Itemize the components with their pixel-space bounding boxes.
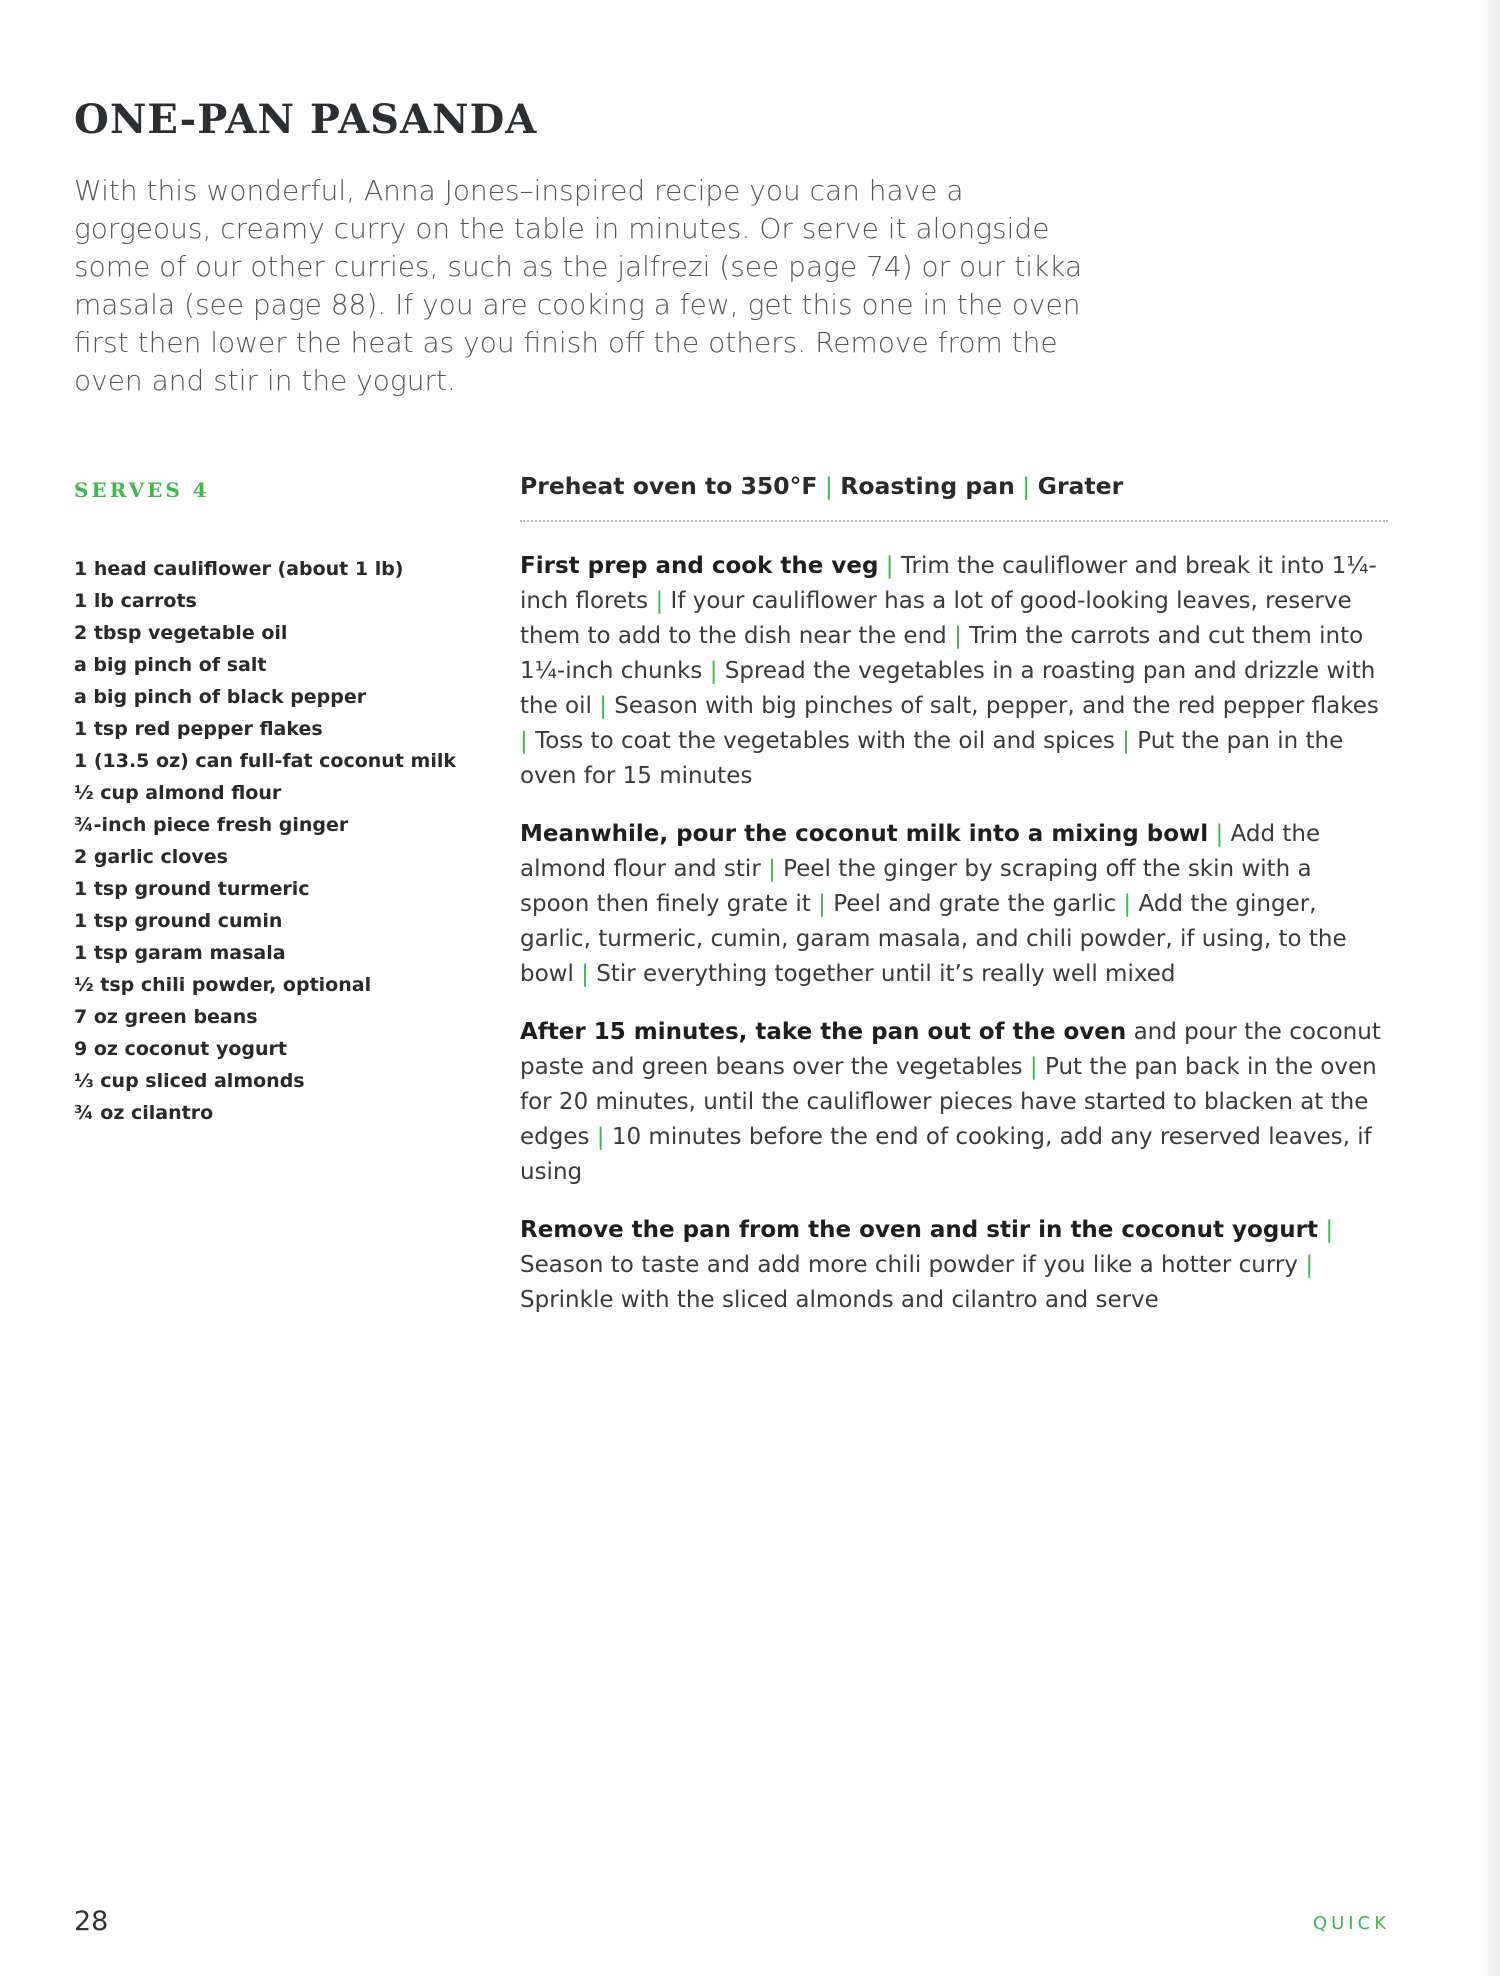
method-step: [520, 1015, 1388, 1190]
step-text: Trim the carrots and cut them into 1¼-inch chunks: [520, 623, 1364, 684]
dotted-divider: [520, 520, 1388, 522]
ingredient-item: 1 tsp ground turmeric: [74, 878, 310, 900]
separator-bar: |: [573, 961, 597, 987]
ingredient-item: 2 garlic cloves: [74, 846, 228, 868]
ingredient-item: 7 oz green beans: [74, 1006, 258, 1028]
ingredient-item: 1 (13.5 oz) can full-fat coconut milk: [74, 750, 456, 772]
separator-bar: |: [589, 1124, 612, 1150]
separator-bar: |: [520, 728, 536, 754]
step-text: and pour the coconut paste and green beans over the vegetables: [520, 1019, 1381, 1080]
separator-bar: |: [591, 693, 615, 719]
ingredient-item: a big pinch of black pepper: [74, 686, 367, 708]
step-text: Trim the cauliflower and break it into 1¼-inch florets: [520, 553, 1377, 614]
section-label: QUICK: [1312, 1913, 1390, 1934]
ingredient-item: ¾-inch piece fresh ginger: [74, 814, 349, 836]
method-step: [520, 817, 1388, 992]
page-number: 28: [74, 1906, 109, 1937]
separator-bar: |: [946, 623, 970, 649]
ingredient-item: ⅓ cup sliced almonds: [74, 1070, 305, 1092]
separator-bar: |: [1114, 728, 1138, 754]
separator-bar: |: [1014, 472, 1038, 500]
ingredient-item: 1 tsp ground cumin: [74, 910, 283, 932]
step-text: Spread the vegetables in a roasting pan and drizzle with the oil: [520, 658, 1376, 719]
separator-bar: |: [817, 472, 841, 500]
step-text: Stir everything together until it’s really well mixed: [596, 961, 1176, 987]
separator-bar: |: [1022, 1054, 1045, 1080]
equipment-item: Preheat oven to 350°F: [520, 472, 818, 500]
step-lead: First prep and cook the veg: [520, 553, 879, 579]
step-text: Add the almond flour and stir: [520, 821, 1321, 882]
step-lead: Remove the pan from the oven and stir in the coconut yogurt: [520, 1217, 1319, 1243]
separator-bar: |: [648, 588, 671, 614]
ingredient-item: ½ cup almond flour: [74, 782, 282, 804]
equipment-item: Roasting pan: [840, 472, 1015, 500]
step-text: Toss to coat the vegetables with the oil and spices: [535, 728, 1115, 754]
separator-bar: |: [702, 658, 725, 684]
ingredient-item: ½ tsp chili powder, optional: [74, 974, 372, 996]
separator-bar: |: [878, 553, 901, 579]
step-text: Sprinkle with the sliced almonds and cilantro and serve: [520, 1287, 1159, 1313]
equipment-item: Grater: [1037, 472, 1124, 500]
step-text: Season with big pinches of salt, pepper, and the red pepper flakes: [614, 693, 1379, 719]
separator-bar: |: [1298, 1252, 1314, 1278]
separator-bar: |: [1318, 1217, 1334, 1243]
step-text: If your cauliflower has a lot of good-looking leaves, reserve them to add to the dish near the end: [520, 588, 1352, 649]
page-edge: [1478, 0, 1500, 1976]
step-text: Put the pan in the oven for 15 minutes: [520, 728, 1344, 789]
ingredient-item: 1 lb carrots: [74, 590, 197, 612]
separator-bar: |: [760, 856, 784, 882]
step-lead: After 15 minutes, take the pan out of the oven: [520, 1019, 1127, 1045]
step-text: Peel the ginger by scraping off the skin with a spoon then finely grate it: [520, 856, 1312, 917]
method-step: [520, 1213, 1388, 1318]
step-text: 10 minutes before the end of cooking, add any reserved leaves, if using: [520, 1124, 1372, 1185]
recipe-intro: With this wonderful, Anna Jones–inspired recipe you can have a gorgeous, creamy curry on the table in minutes. Or serve it alongside some of our other curries, such as the jalfrezi (see page 74) or our tikka masala (see page 88). If you are cooking a few, get this one in the oven first then lower the heat as you finish off the others. Remove from the oven and stir in the yogurt.: [74, 174, 1083, 397]
step-text: Season to taste and add more chili powder if you like a hotter curry: [520, 1252, 1299, 1278]
separator-bar: |: [1116, 891, 1139, 917]
equipment-line: [520, 472, 1388, 500]
method-step: [520, 549, 1388, 794]
serves-label: SERVES 4: [74, 478, 210, 502]
step-text: Add the ginger, garlic, turmeric, cumin, garam masala, and chili powder, if using, to the bowl: [520, 891, 1347, 987]
step-text: Peel and grate the garlic: [833, 891, 1117, 917]
ingredient-list: [74, 553, 456, 1129]
ingredient-item: 1 tsp red pepper flakes: [74, 718, 323, 740]
ingredient-item: 2 tbsp vegetable oil: [74, 622, 288, 644]
recipe-title: ONE-PAN PASANDA: [74, 96, 538, 143]
ingredient-item: ¾ oz cilantro: [74, 1102, 214, 1124]
ingredient-item: 1 tsp garam masala: [74, 942, 286, 964]
step-lead: Meanwhile, pour the coconut milk into a mixing bowl: [520, 821, 1209, 847]
method-steps: [520, 549, 1388, 1341]
ingredient-item: a big pinch of salt: [74, 654, 267, 676]
step-text: Put the pan back in the oven for 20 minutes, until the cauliflower pieces have started to blacken at the edges: [520, 1054, 1377, 1150]
ingredient-item: 1 head cauliflower (about 1 lb): [74, 558, 404, 580]
separator-bar: |: [810, 891, 834, 917]
separator-bar: |: [1208, 821, 1231, 847]
ingredient-item: 9 oz coconut yogurt: [74, 1038, 287, 1060]
